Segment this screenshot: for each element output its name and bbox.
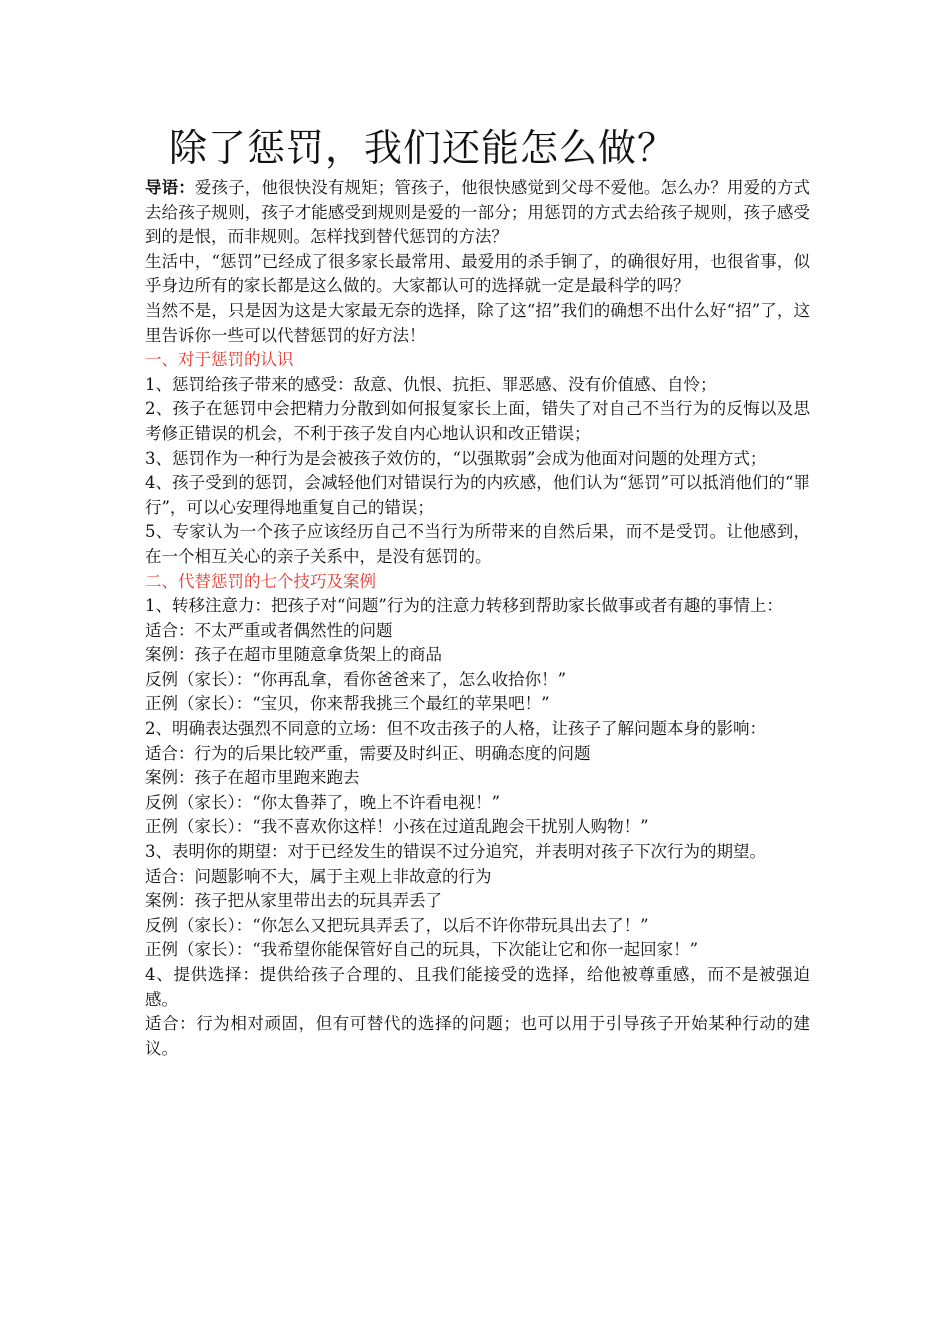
technique-line: 适合：行为相对顽固，但有可替代的选择的问题；也可以用于引导孩子开始某种行动的建议。 [145,1014,810,1058]
intro-paragraph [145,176,810,250]
technique-line: 正例（家长）：“我不喜欢你这样！小孩在过道乱跑会干扰别人购物！” [145,817,649,837]
list-item: 5、专家认为一个孩子应该经历自己不当行为所带来的自然后果，而不是受罚。让他感到，在一个相互关心的亲子关系中，是没有惩罚的。 [145,522,810,566]
technique-line: 反例（家长）：“你太鲁莽了，晚上不许看电视！” [145,792,501,812]
technique-line: 3、表明你的期望：对于已经发生的错误不过分追究，并表明对孩子下次行为的期望。 [145,842,766,862]
intro-label: 导语： [145,178,195,197]
technique-line: 适合：问题影响不大，属于主观上非故意的行为 [145,866,492,886]
section-heading-1: 一、对于惩罚的认识 [145,350,294,370]
intro-text: 爱孩子，他很快没有规矩；管孩子，他很快感觉到父母不爱他。怎么办？用爱的方式去给孩子规则，孩子才能感受到规则是爱的一部分；用惩罚的方式去给孩子规则，孩子感受到的是恨，而非规则。怎样找到替代惩罚的方法？ [145,178,811,247]
list-item: 4、孩子受到的惩罚，会减轻他们对错误行为的内疚感，他们认为“惩罚”可以抵消他们的“罪行”，可以心安理得地重复自己的错误； [145,473,810,517]
technique-line: 案例：孩子把从家里带出去的玩具弄丢了 [145,891,442,911]
technique-line: 反例（家长）：“你怎么又把玩具弄丢了，以后不许你带玩具出去了！” [145,915,649,935]
list-item: 1、惩罚给孩子带来的感受：敌意、仇恨、抗拒、罪恶感、没有价值感、自怜； [145,374,717,394]
technique-line: 适合：行为的后果比较严重，需要及时纠正、明确态度的问题 [145,743,591,763]
document-page [145,120,810,1061]
page-title: 除了惩罚，我们还能怎么做？ [169,126,677,170]
technique-line: 正例（家长）：“宝贝，你来帮我挑三个最红的苹果吧！” [145,694,550,714]
technique-line: 适合：不太严重或者偶然性的问题 [145,620,393,640]
technique-line: 4、提供选择：提供给孩子合理的、且我们能接受的选择，给他被尊重感，而不是被强迫感。 [145,965,810,1009]
technique-line: 案例：孩子在超市里随意拿货架上的商品 [145,645,442,665]
technique-line: 反例（家长）：“你再乱拿，看你爸爸来了，怎么收拾你！” [145,669,567,689]
list-item: 2、孩子在惩罚中会把精力分散到如何报复家长上面，错失了对自己不当行为的反悔以及思考修正错误的机会，不利于孩子发自内心地认识和改正错误； [145,399,810,443]
body-paragraph: 当然不是，只是因为这是大家最无奈的选择，除了这“招”我们的确想不出什么好“招”了，这里告诉你一些可以代替惩罚的好方法！ [145,300,810,345]
section-heading-2: 二、代替惩罚的七个技巧及案例 [145,571,376,591]
technique-line: 2、明确表达强烈不同意的立场：但不攻击孩子的人格，让孩子了解问题本身的影响： [145,719,766,739]
technique-line: 1、转移注意力：把孩子对“问题”行为的注意力转移到帮助家长做事或者有趣的事情上： [145,596,783,616]
technique-line: 案例：孩子在超市里跑来跑去 [145,768,360,788]
list-item: 3、惩罚作为一种行为是会被孩子效仿的，“以强欺弱”会成为他面对问题的处理方式； [145,448,767,468]
technique-line: 正例（家长）：“我希望你能保管好自己的玩具，下次能让它和你一起回家！” [145,940,699,960]
body-paragraph: 生活中，“惩罚”已经成了很多家长最常用、最爱用的杀手锏了，的确很好用，也很省事，似乎身边所有的家长都是这么做的。大家都认可的选择就一定是最科学的吗？ [145,251,810,296]
